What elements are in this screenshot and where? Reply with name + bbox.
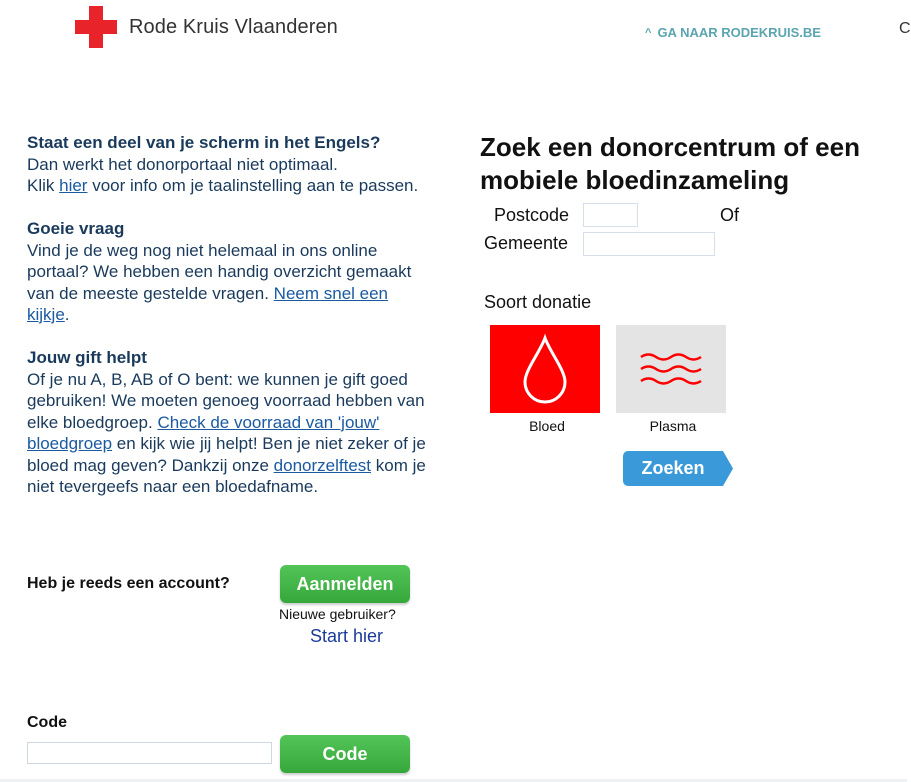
info-column — [27, 132, 427, 519]
gift-notice-text: Of je nu A, B, AB of O bent: we kunnen je gift goed gebruiken! We moeten genoeg voorraad hebben van elke bloedgroep. Check de voorraad van 'jouw' bloedgroep en kijk wie jij helpt! Ben je niet zeker of je bloed mag geven? Dankzij onze donorzelftest kom je niet tevergeefs naar een bloedafname. — [27, 369, 426, 496]
search-button[interactable] — [623, 451, 733, 486]
gemeente-input[interactable] — [583, 232, 715, 256]
donation-type-plasma[interactable] — [616, 325, 726, 413]
gemeente-label: Gemeente — [484, 233, 569, 253]
donation-type-blood-label: Bloed — [529, 418, 565, 434]
brand-logo[interactable] — [75, 6, 338, 48]
account-question: Heb je reeds een account? — [27, 575, 230, 592]
faq-notice — [27, 218, 427, 326]
goto-rodekruis-link[interactable] — [645, 25, 821, 40]
language-notice — [27, 132, 427, 197]
plasma-waves-icon — [639, 352, 703, 386]
blood-stock-link[interactable]: Check de voorraad van 'jouw' bloedgroep — [27, 412, 380, 453]
donation-type-label: Soort donatie — [484, 292, 592, 312]
code-input[interactable] — [27, 742, 272, 764]
login-button[interactable]: Aanmelden — [280, 565, 410, 603]
search-button-label: Zoeken — [641, 458, 705, 478]
chevron-up-icon: ^ — [645, 26, 652, 39]
start-here-link[interactable]: Start hier — [310, 626, 384, 646]
brand-name: Rode Kruis Vlaanderen — [129, 15, 338, 38]
gift-notice-title: Jouw gift helpt — [27, 348, 147, 367]
language-notice-text: Dan werkt het donorportaal niet optimaal. Klik hier voor info om je taalinstelling aan te passen. — [27, 154, 419, 195]
red-cross-icon — [75, 6, 117, 48]
postcode-input[interactable] — [583, 203, 638, 227]
or-label: Of — [720, 205, 740, 225]
gift-notice — [27, 347, 427, 498]
blood-drop-icon — [520, 334, 570, 404]
faq-link[interactable]: Neem snel een kijkje — [27, 283, 389, 324]
code-label: Code — [27, 714, 67, 731]
postcode-label: Postcode — [494, 205, 570, 225]
donation-type-plasma-label: Plasma — [649, 418, 697, 434]
search-title: Zoek een donorcentrum of een mobiele bloedinzameling — [480, 132, 860, 195]
new-user-text: Nieuwe gebruiker? — [279, 606, 396, 622]
goto-rodekruis-label: GA NAAR RODEKRUIS.BE — [657, 25, 821, 40]
code-button[interactable]: Code — [280, 735, 410, 773]
faq-notice-text: Vind je de weg nog niet helemaal in ons online portaal? We hebben een handig overzicht gemaakt van de meeste gestelde vragen. Neem snel een kijkje. — [27, 240, 412, 324]
donation-type-blood[interactable] — [490, 325, 600, 413]
faq-notice-title: Goeie vraag — [27, 219, 125, 238]
language-info-link[interactable]: hier — [59, 176, 88, 195]
donor-selftest-link[interactable]: donorzelftest — [273, 455, 372, 475]
cut-off-nav-item[interactable]: C — [899, 20, 911, 37]
language-notice-title: Staat een deel van je scherm in het Engels? — [27, 133, 381, 152]
